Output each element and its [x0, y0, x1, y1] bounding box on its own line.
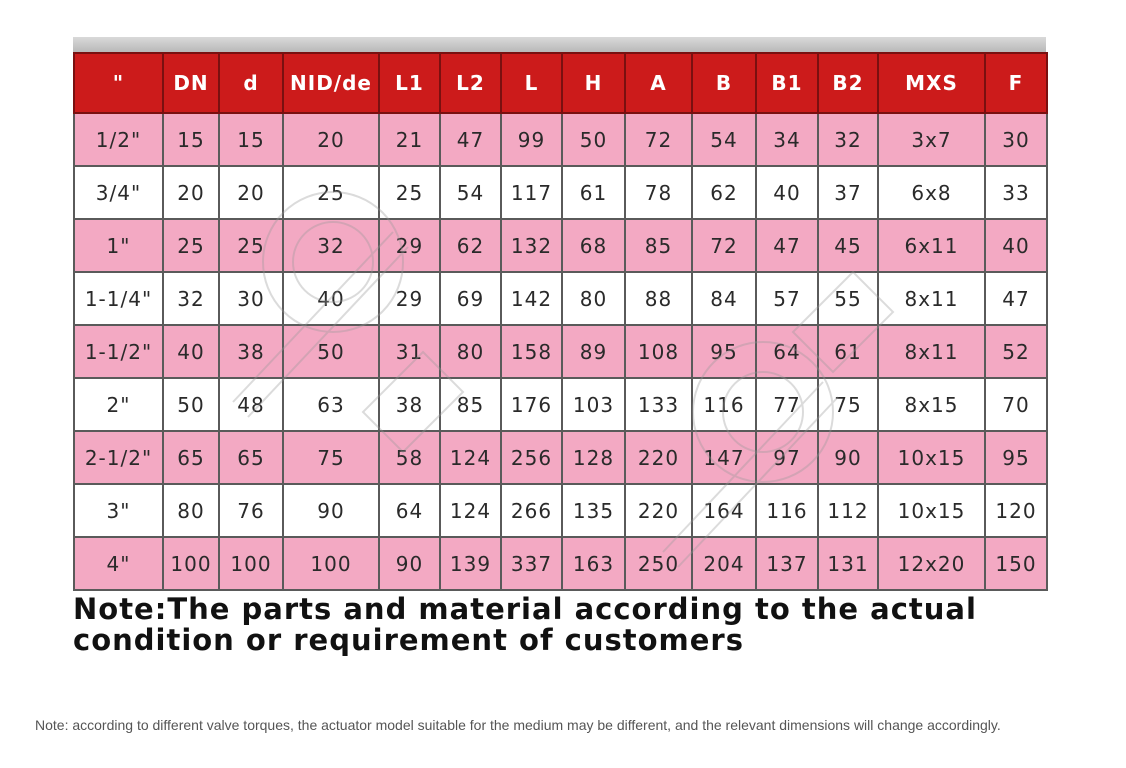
table-cell: 29 — [379, 219, 440, 272]
table-cell: 100 — [219, 537, 283, 590]
table-cell: 99 — [501, 113, 562, 166]
note-small: Note: according to different valve torques, the actuator model suitable for the medium may be different, and the relevant dimensions will change accordingly. — [35, 717, 1001, 733]
table-cell: 84 — [692, 272, 756, 325]
table-cell: 65 — [163, 431, 219, 484]
table-cell: 76 — [219, 484, 283, 537]
table-cell: 337 — [501, 537, 562, 590]
table-cell: 88 — [625, 272, 692, 325]
table-cell: 75 — [818, 378, 878, 431]
table-header-row — [74, 53, 1047, 113]
table-cell: 116 — [692, 378, 756, 431]
header-cell: L — [501, 53, 562, 113]
table-cell: 64 — [756, 325, 818, 378]
table-row — [74, 537, 1047, 590]
table-cell: 147 — [692, 431, 756, 484]
table-cell: 55 — [818, 272, 878, 325]
table-cell: 80 — [440, 325, 501, 378]
table-cell: 95 — [985, 431, 1047, 484]
table-cell: 54 — [440, 166, 501, 219]
table-cell: 32 — [283, 219, 379, 272]
table-cell: 69 — [440, 272, 501, 325]
table-row — [74, 166, 1047, 219]
table-cell: 72 — [692, 219, 756, 272]
table-cell: 30 — [219, 272, 283, 325]
table-cell: 85 — [625, 219, 692, 272]
table-cell: 12x20 — [878, 537, 985, 590]
table-cell: 29 — [379, 272, 440, 325]
table-cell: 21 — [379, 113, 440, 166]
table-cell: 90 — [379, 537, 440, 590]
table-cell: 124 — [440, 431, 501, 484]
table-cell: 78 — [625, 166, 692, 219]
table-cell: 10x15 — [878, 484, 985, 537]
table-cell: 3x7 — [878, 113, 985, 166]
table-cell: 8x11 — [878, 325, 985, 378]
table-cell: 158 — [501, 325, 562, 378]
header-cell: B — [692, 53, 756, 113]
size-cell: 3" — [74, 484, 163, 537]
table-cell: 163 — [562, 537, 625, 590]
table-cell: 10x15 — [878, 431, 985, 484]
table-cell: 25 — [379, 166, 440, 219]
table-cell: 40 — [283, 272, 379, 325]
table-cell: 68 — [562, 219, 625, 272]
table-cell: 20 — [163, 166, 219, 219]
table-cell: 70 — [985, 378, 1047, 431]
table-cell: 137 — [756, 537, 818, 590]
table-cell: 40 — [163, 325, 219, 378]
header-cell: F — [985, 53, 1047, 113]
table-row — [74, 219, 1047, 272]
header-cell: DN — [163, 53, 219, 113]
table-cell: 85 — [440, 378, 501, 431]
size-cell: 2" — [74, 378, 163, 431]
table-cell: 90 — [818, 431, 878, 484]
table-cell: 133 — [625, 378, 692, 431]
table-cell: 80 — [562, 272, 625, 325]
table-cell: 266 — [501, 484, 562, 537]
table-cell: 77 — [756, 378, 818, 431]
table-cell: 65 — [219, 431, 283, 484]
table-cell: 25 — [283, 166, 379, 219]
table-cell: 15 — [219, 113, 283, 166]
table-cell: 204 — [692, 537, 756, 590]
size-cell: 3/4" — [74, 166, 163, 219]
header-cell: " — [74, 53, 163, 113]
table-cell: 135 — [562, 484, 625, 537]
size-cell: 1/2" — [74, 113, 163, 166]
table-cell: 38 — [379, 378, 440, 431]
table-cell: 103 — [562, 378, 625, 431]
table-cell: 120 — [985, 484, 1047, 537]
table-cell: 40 — [985, 219, 1047, 272]
header-cell: H — [562, 53, 625, 113]
table-cell: 47 — [985, 272, 1047, 325]
table-cell: 32 — [818, 113, 878, 166]
note-main: Note:The parts and material according to the actual condition or requirement of customers — [73, 592, 977, 657]
table-cell: 62 — [440, 219, 501, 272]
table-cell: 117 — [501, 166, 562, 219]
table-cell: 108 — [625, 325, 692, 378]
table-cell: 176 — [501, 378, 562, 431]
table-cell: 95 — [692, 325, 756, 378]
table-cell: 132 — [501, 219, 562, 272]
header-cell: B2 — [818, 53, 878, 113]
table-cell: 139 — [440, 537, 501, 590]
size-cell: 4" — [74, 537, 163, 590]
table-row — [74, 484, 1047, 537]
table-cell: 100 — [163, 537, 219, 590]
table-cell: 220 — [625, 484, 692, 537]
size-cell: 1-1/4" — [74, 272, 163, 325]
table-cell: 61 — [818, 325, 878, 378]
table-cell: 75 — [283, 431, 379, 484]
table-cell: 112 — [818, 484, 878, 537]
table-cell: 220 — [625, 431, 692, 484]
table-top-bar — [73, 37, 1046, 52]
table-cell: 131 — [818, 537, 878, 590]
table-cell: 8x15 — [878, 378, 985, 431]
table-cell: 72 — [625, 113, 692, 166]
table-cell: 58 — [379, 431, 440, 484]
header-cell: L2 — [440, 53, 501, 113]
table-cell: 61 — [562, 166, 625, 219]
table-cell: 52 — [985, 325, 1047, 378]
header-cell: A — [625, 53, 692, 113]
table-cell: 57 — [756, 272, 818, 325]
dimension-table — [73, 52, 1048, 591]
table-cell: 34 — [756, 113, 818, 166]
table-cell: 20 — [283, 113, 379, 166]
table-cell: 142 — [501, 272, 562, 325]
table-cell: 90 — [283, 484, 379, 537]
table-cell: 47 — [440, 113, 501, 166]
table-cell: 164 — [692, 484, 756, 537]
table-cell: 50 — [283, 325, 379, 378]
table-cell: 45 — [818, 219, 878, 272]
size-cell: 2-1/2" — [74, 431, 163, 484]
table-cell: 25 — [163, 219, 219, 272]
table-cell: 47 — [756, 219, 818, 272]
table-cell: 6x8 — [878, 166, 985, 219]
table-cell: 8x11 — [878, 272, 985, 325]
table-row — [74, 272, 1047, 325]
table-cell: 116 — [756, 484, 818, 537]
table-row — [74, 378, 1047, 431]
table-row — [74, 431, 1047, 484]
header-cell: MXS — [878, 53, 985, 113]
table-cell: 62 — [692, 166, 756, 219]
table-cell: 89 — [562, 325, 625, 378]
table-cell: 128 — [562, 431, 625, 484]
table-cell: 80 — [163, 484, 219, 537]
header-cell: d — [219, 53, 283, 113]
table-cell: 124 — [440, 484, 501, 537]
table-cell: 54 — [692, 113, 756, 166]
table-cell: 31 — [379, 325, 440, 378]
table-cell: 30 — [985, 113, 1047, 166]
table-cell: 15 — [163, 113, 219, 166]
size-cell: 1-1/2" — [74, 325, 163, 378]
table-cell: 250 — [625, 537, 692, 590]
table-cell: 48 — [219, 378, 283, 431]
header-cell: L1 — [379, 53, 440, 113]
header-cell: NID/de — [283, 53, 379, 113]
table-cell: 50 — [562, 113, 625, 166]
table-cell: 50 — [163, 378, 219, 431]
table-cell: 256 — [501, 431, 562, 484]
table-cell: 37 — [818, 166, 878, 219]
table-cell: 40 — [756, 166, 818, 219]
table-cell: 97 — [756, 431, 818, 484]
table-cell: 33 — [985, 166, 1047, 219]
header-cell: B1 — [756, 53, 818, 113]
table-cell: 150 — [985, 537, 1047, 590]
table-cell: 63 — [283, 378, 379, 431]
table-cell: 32 — [163, 272, 219, 325]
table-cell: 20 — [219, 166, 283, 219]
table-cell: 6x11 — [878, 219, 985, 272]
table-cell: 64 — [379, 484, 440, 537]
table-cell: 25 — [219, 219, 283, 272]
table-row — [74, 113, 1047, 166]
table-row — [74, 325, 1047, 378]
size-cell: 1" — [74, 219, 163, 272]
table-cell: 38 — [219, 325, 283, 378]
table-cell: 100 — [283, 537, 379, 590]
